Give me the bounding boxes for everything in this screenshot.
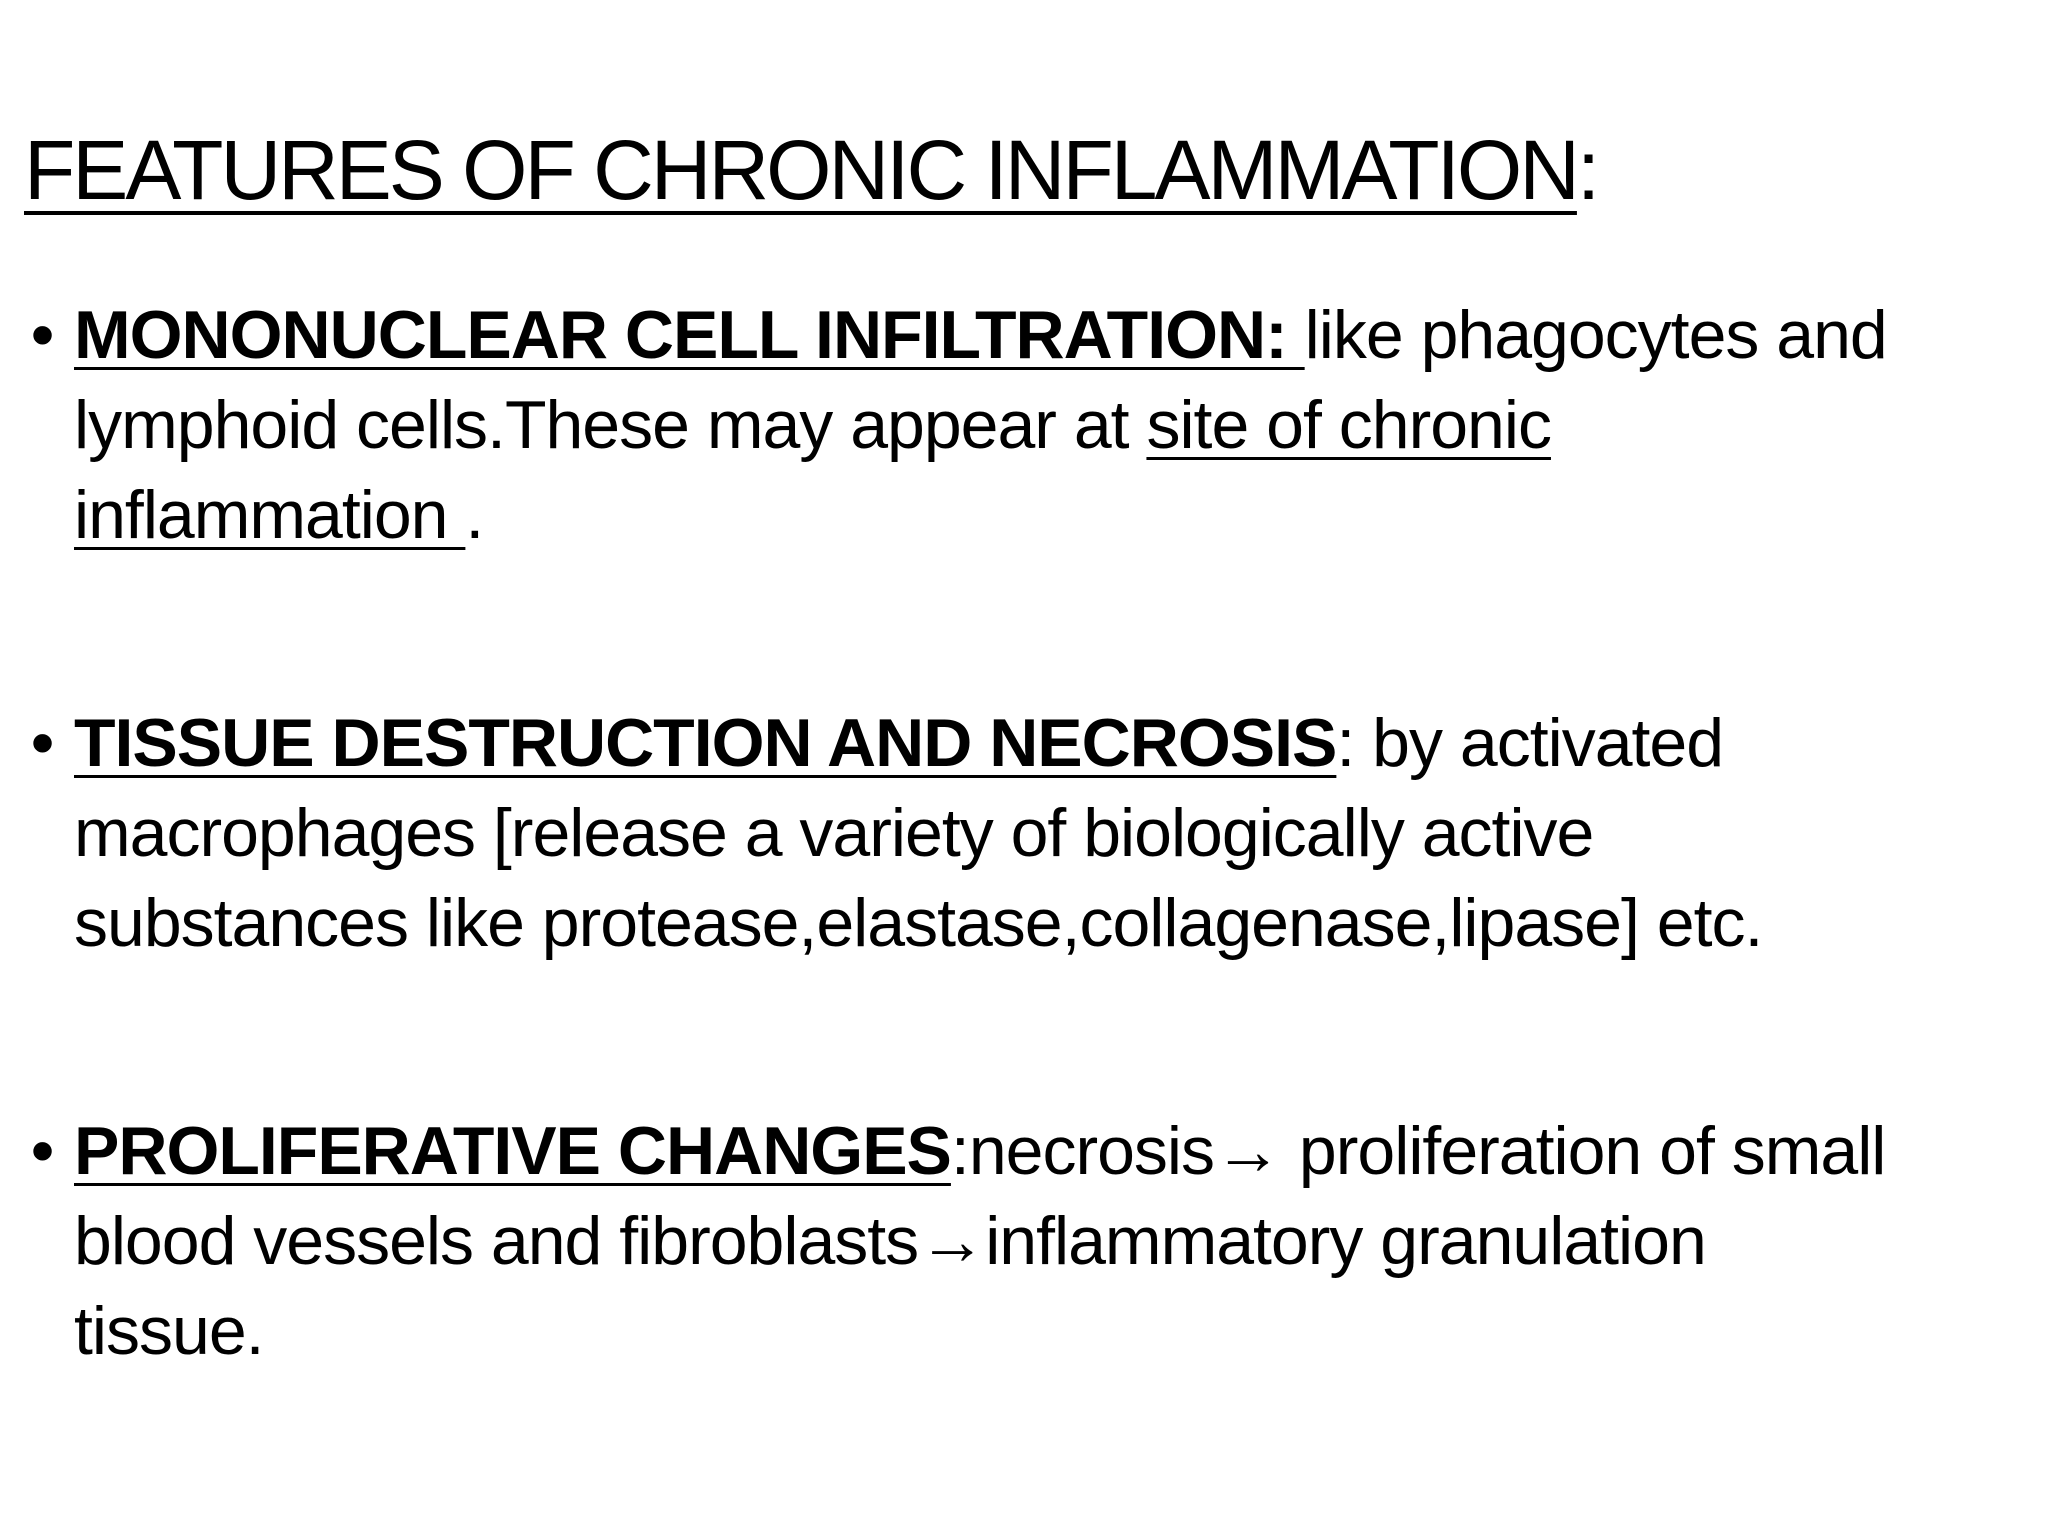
bullet-text: :necrosis [950, 1113, 1215, 1189]
bullet-text: inflammatory granulation [985, 1203, 1706, 1279]
bullet-proliferative-changes [22, 1106, 2022, 1376]
slide-title-text: FEATURES OF CHRONIC INFLAMMATION [24, 123, 1577, 217]
bullet-dot: • [30, 297, 54, 373]
slide-title-colon: : [1576, 123, 1598, 217]
bullet-line [74, 290, 2022, 380]
bullet-underlined-text: site of chronic [1146, 387, 1551, 463]
bullet-mononuclear-infiltration [22, 290, 2022, 560]
bullet-line [74, 1106, 2022, 1196]
bullet-text: : by activated [1336, 705, 1724, 781]
slide-title [24, 120, 1597, 220]
bullet-line [74, 878, 2022, 968]
bullet-text: lymphoid cells.These may appear at [74, 387, 1147, 463]
bullet-heading: TISSUE DESTRUCTION AND NECROSIS [74, 705, 1337, 781]
bullet-dot: • [30, 705, 54, 781]
bullet-text: substances like protease,elastase,collagenase,lipase] etc. [74, 885, 1763, 961]
bullet-text: proliferation of small [1281, 1113, 1886, 1189]
bullet-dot: • [30, 1113, 54, 1189]
bullet-text: macrophages [release a variety of biologically active [74, 795, 1594, 871]
arrow-right-icon: → [1214, 1113, 1282, 1189]
bullet-heading: MONONUCLEAR CELL INFILTRATION: [74, 297, 1305, 373]
arrow-right-icon: → [918, 1203, 986, 1279]
bullet-text: . [465, 477, 484, 553]
bullet-list [22, 290, 2022, 1376]
bullet-line [74, 380, 2022, 470]
bullet-text: tissue. [74, 1293, 264, 1369]
bullet-underlined-text: inflammation [74, 477, 466, 553]
bullet-tissue-destruction [22, 698, 2022, 968]
bullet-text: blood vessels and fibroblasts [74, 1203, 919, 1279]
bullet-line [74, 788, 2022, 878]
bullet-line [74, 1196, 2022, 1286]
bullet-line [74, 1286, 2022, 1376]
bullet-heading: PROLIFERATIVE CHANGES [74, 1113, 951, 1189]
bullet-text: like phagocytes and [1304, 297, 1887, 373]
bullet-line [74, 698, 2022, 788]
bullet-line [74, 470, 2022, 560]
